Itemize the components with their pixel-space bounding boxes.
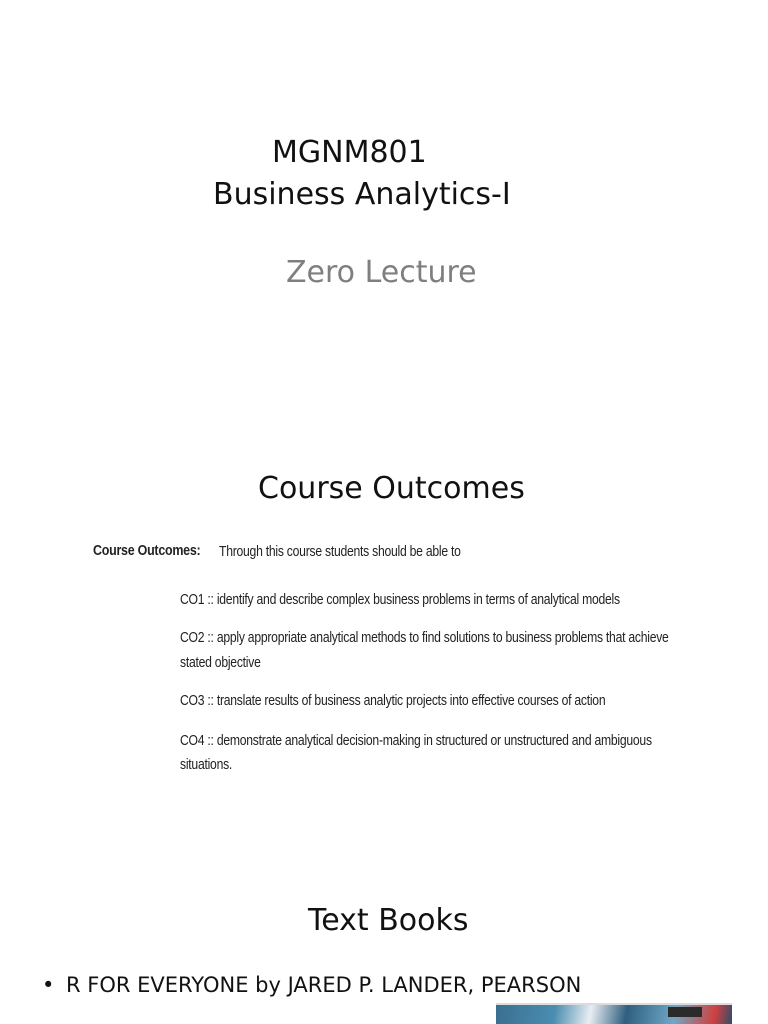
slide-subtitle: Zero Lecture [286,255,477,290]
course-name: Business Analytics-I [213,177,511,212]
course-outcomes-label: Course Outcomes: [93,543,201,559]
course-outcomes-intro: Through this course students should be able to [219,544,461,560]
course-outcome-item-continuation: situations. [180,757,233,773]
book-cover-image [496,1003,732,1024]
course-outcome-item: CO4 :: demonstrate analytical decision-making in structured or unstructured and ambiguous [180,733,652,749]
textbooks-heading: Text Books [308,903,469,938]
course-code: MGNM801 [272,135,427,170]
course-outcome-item-continuation: stated objective [180,655,261,671]
course-outcome-item: CO2 :: apply appropriate analytical methods to find solutions to business problems that achieve [180,630,669,646]
publisher-logo-icon [668,1007,702,1017]
course-outcomes-heading: Course Outcomes [258,471,525,506]
textbook-list [42,970,581,1000]
course-outcome-item: CO3 :: translate results of business analytic projects into effective courses of action [180,693,606,709]
course-outcome-item: CO1 :: identify and describe complex business problems in terms of analytical models [180,592,620,608]
textbook-item: • R FOR EVERYONE by JARED P. LANDER, PEARSON [42,970,581,1000]
